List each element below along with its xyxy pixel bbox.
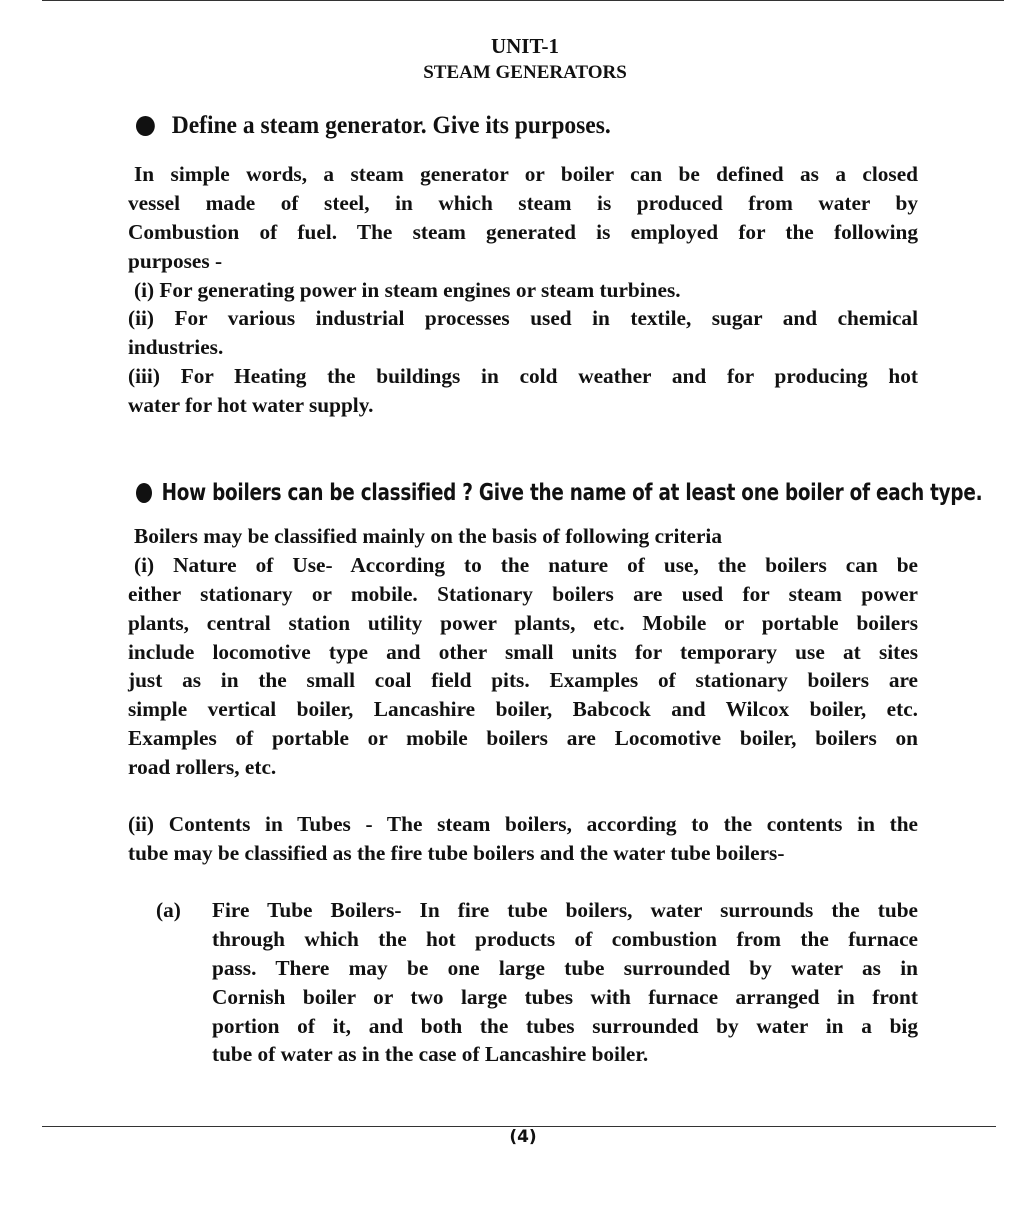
- answer-2: [128, 522, 918, 782]
- text-line: purposes -: [128, 248, 223, 273]
- answer-1: [128, 160, 918, 420]
- chapter-title: STEAM GENERATORS: [423, 62, 627, 83]
- text-line: (ii) For various industrial processes used in textile, sugar and chemical: [128, 306, 918, 331]
- bullet-icon: [136, 116, 155, 136]
- question-1-text: Define a steam generator. Give its purposes.: [171, 112, 611, 139]
- text-line: include locomotive type and other small units for temporary use at sites: [128, 639, 918, 664]
- text-line: Examples of portable or mobile boilers are Locomotive boiler, boilers on: [128, 726, 918, 751]
- text-line: (i) For generating power in steam engines or steam turbines.: [134, 277, 681, 302]
- text-line: just as in the small coal field pits. Examples of stationary boilers are: [128, 668, 918, 693]
- text-line: Fire Tube Boilers- In fire tube boilers, water surrounds the tube: [212, 898, 918, 922]
- page-number: (4): [509, 1127, 537, 1147]
- text-line: tube may be classified as the fire tube boilers and the water tube boilers-: [128, 840, 785, 865]
- text-line: (iii) For Heating the buildings in cold weather and for producing hot: [128, 364, 918, 389]
- text-line: portion of it, and both the tubes surrounded by water in a big: [212, 1013, 918, 1038]
- text-line: Boilers may be classified mainly on the basis of following criteria: [134, 524, 722, 548]
- text-line: industries.: [128, 335, 224, 360]
- text-line: water for hot water supply.: [128, 393, 374, 418]
- text-line: pass. There may be one large tube surrounded by water as in: [212, 955, 918, 980]
- sub-item-label: (a): [156, 898, 181, 922]
- text-line: tube of water as in the case of Lancashire boiler.: [212, 1042, 649, 1067]
- text-line: plants, central station utility power plants, etc. Mobile or portable boilers: [128, 610, 918, 635]
- top-rule: [42, 0, 1004, 1]
- text-line: road rollers, etc.: [128, 755, 277, 780]
- text-line: In simple words, a steam generator or boiler can be defined as a closed: [134, 162, 918, 186]
- text-line: either stationary or mobile. Stationary boilers are used for steam power: [128, 581, 918, 606]
- text-line: Cornish boiler or two large tubes with furnace arranged in front: [212, 984, 918, 1009]
- text-line: simple vertical boiler, Lancashire boiler, Babcock and Wilcox boiler, etc.: [128, 697, 918, 722]
- question-1: [136, 112, 611, 140]
- text-line: (i) Nature of Use- According to the nature of use, the boilers can be: [134, 552, 918, 577]
- text-line: (ii) Contents in Tubes - The steam boilers, according to the contents in the: [128, 812, 918, 836]
- bullet-icon: [136, 483, 152, 503]
- unit-heading: UNIT-1: [490, 34, 560, 58]
- text-line: Combustion of fuel. The steam generated is employed for the following: [128, 219, 918, 244]
- question-2-text: How boilers can be classified ? Give the name of at least one boiler of each type.: [161, 480, 983, 506]
- text-line: vessel made of steel, in which steam is produced from water by: [128, 190, 918, 215]
- sub-item-body: [212, 896, 918, 1069]
- question-2: [136, 480, 982, 506]
- contents-in-tubes: [128, 810, 918, 868]
- text-line: through which the hot products of combustion from the furnace: [212, 926, 918, 951]
